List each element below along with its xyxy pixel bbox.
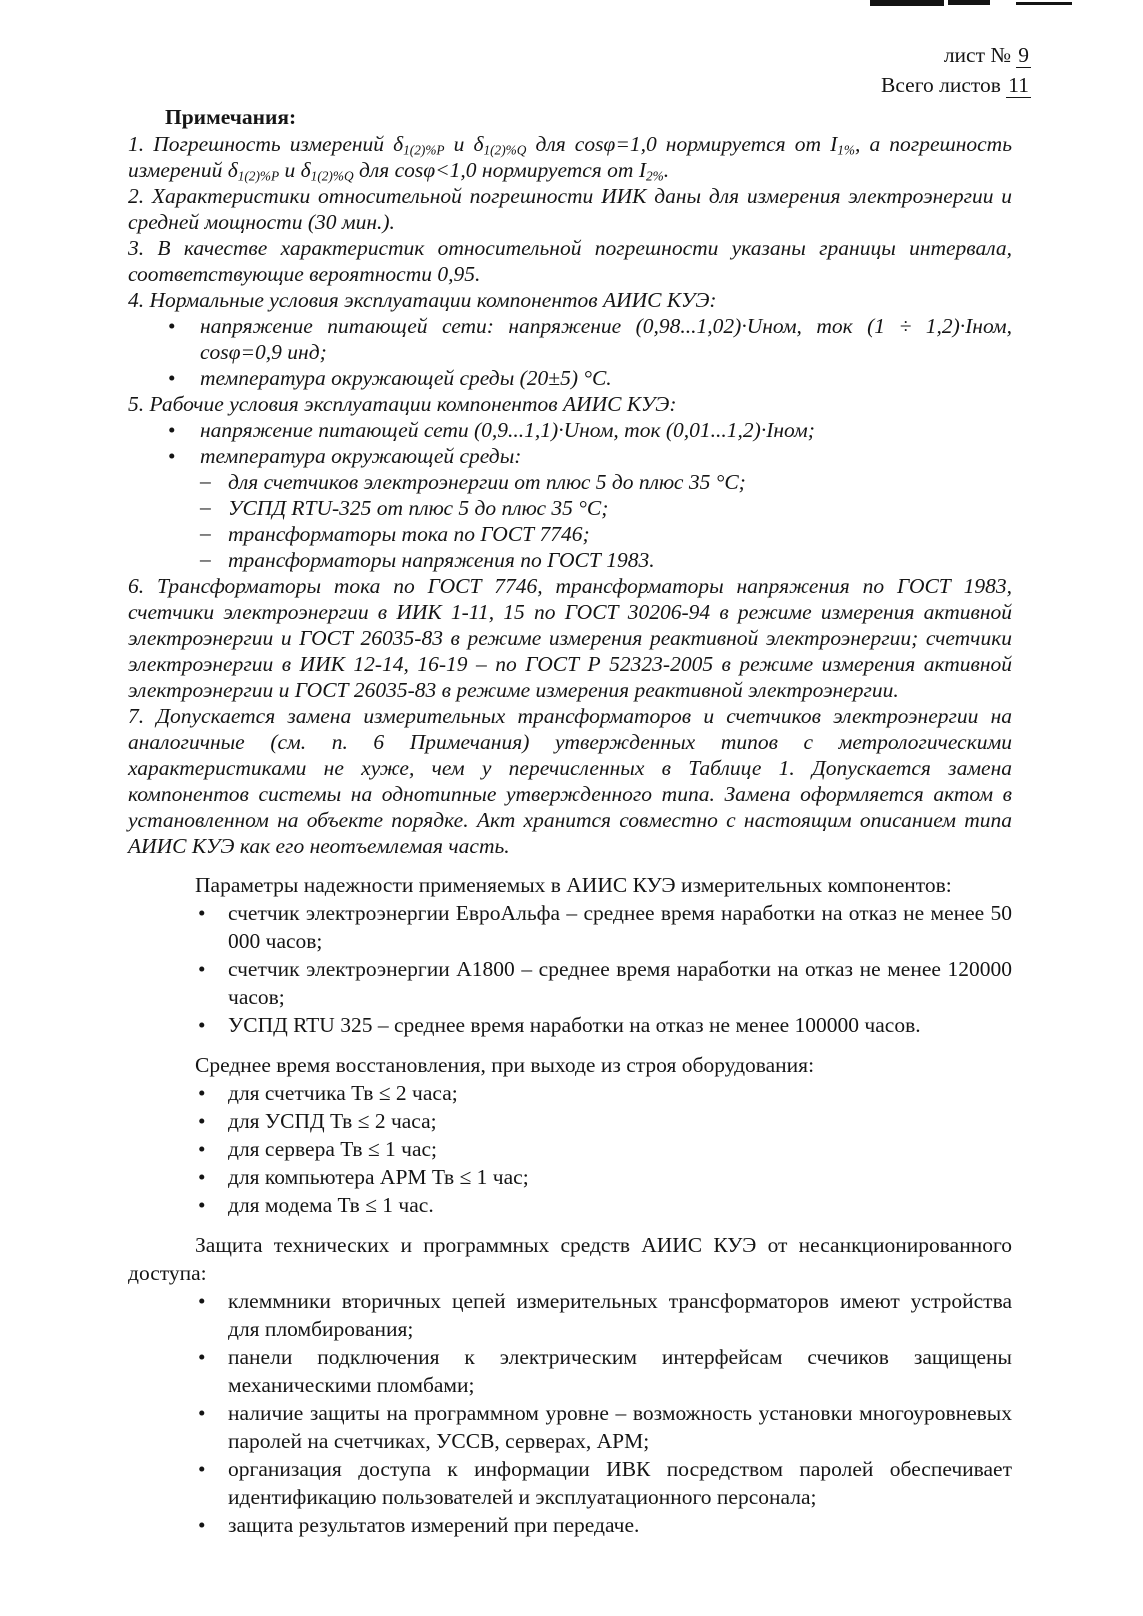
- scan-artifact: [870, 0, 944, 6]
- recovery-modem-text: для модема Тв ≤ 1 час.: [228, 1193, 434, 1217]
- protection-terminals-text: клеммники вторичных цепей измерительных трансформаторов имеют устройства для пломбирования;: [228, 1289, 1012, 1341]
- bullet-marker: •: [168, 366, 176, 390]
- notes-heading: [128, 104, 1012, 131]
- note-3-text: 3. В качестве характеристик относительной погрешности указаны границы интервала, соответствующие вероятности 0,95.: [128, 236, 1012, 286]
- temp-meters: [128, 469, 1012, 495]
- bullet-marker: •: [198, 1193, 206, 1217]
- note-6: [128, 573, 1012, 703]
- recovery-uspd-text: для УСПД Тв ≤ 2 часа;: [228, 1109, 437, 1133]
- temp-ct: [128, 521, 1012, 547]
- note-7: [128, 703, 1012, 859]
- note-4-bullet-voltage-text: напряжение питающей сети: напряжение (0,98...1,02)·Uном, ток (1 ÷ 1,2)·Iном, cosφ=0,9 инд;: [200, 314, 1012, 364]
- protection-panels: [128, 1343, 1012, 1399]
- note-1: [128, 131, 1012, 183]
- bullet-marker: •: [198, 1345, 206, 1369]
- temp-meters-text: для счетчиков электроэнергии от плюс 5 до плюс 35 °С;: [228, 470, 746, 494]
- temp-vt: [128, 547, 1012, 573]
- note-5-bullet-voltage: [128, 417, 1012, 443]
- note-4-bullet-temperature-text: температура окружающей среды (20±5) °С.: [200, 366, 612, 390]
- temp-vt-text: трансформаторы напряжения по ГОСТ 1983.: [228, 548, 655, 572]
- document-body: [128, 104, 1012, 1539]
- bullet-marker: •: [198, 901, 206, 925]
- dash-marker: –: [200, 521, 211, 545]
- note-5-bullet-temperature: [128, 443, 1012, 469]
- temp-uspd: [128, 495, 1012, 521]
- scan-artifact: [1016, 2, 1072, 5]
- sheet-label: лист №: [943, 43, 1017, 67]
- reliability-a1800-text: счетчик электроэнергии А1800 – среднее время наработки на отказ не менее 120000 часов;: [228, 957, 1012, 1009]
- dash-marker: –: [200, 495, 211, 519]
- dash-marker: –: [200, 547, 211, 571]
- total-sheets-line: [881, 70, 1031, 100]
- note-4: [128, 287, 1012, 313]
- total-sheets-label: Всего листов: [881, 73, 1007, 97]
- protection-intro-text: Защита технических и программных средств АИИС КУЭ от несанкционированного доступа:: [128, 1233, 1012, 1285]
- reliability-rtu325-text: УСПД RTU 325 – среднее время наработки на отказ не менее 100000 часов.: [228, 1013, 921, 1037]
- bullet-marker: •: [168, 314, 176, 338]
- scan-artifact: [948, 0, 990, 5]
- recovery-meter-text: для счетчика Тв ≤ 2 часа;: [228, 1081, 458, 1105]
- bullet-marker: •: [198, 957, 206, 981]
- note-5-bullet-voltage-text: напряжение питающей сети (0,9...1,1)·Uном, ток (0,01...1,2)·Iном;: [200, 418, 815, 442]
- recovery-uspd: [128, 1107, 1012, 1135]
- note-5: [128, 391, 1012, 417]
- temp-uspd-text: УСПД RTU-325 от плюс 5 до плюс 35 °С;: [228, 496, 609, 520]
- reliability-rtu325: [128, 1011, 1012, 1039]
- bullet-marker: •: [198, 1457, 206, 1481]
- recovery-intro: [128, 1051, 1012, 1079]
- protection-access: [128, 1455, 1012, 1511]
- sheet-number-line: [881, 40, 1031, 70]
- recovery-arm: [128, 1163, 1012, 1191]
- note-2: [128, 183, 1012, 235]
- recovery-server: [128, 1135, 1012, 1163]
- protection-software: [128, 1399, 1012, 1455]
- reliability-intro-text: Параметры надежности применяемых в АИИС КУЭ измерительных компонентов:: [195, 873, 952, 897]
- bullet-marker: •: [198, 1513, 206, 1537]
- note-4-bullet-temperature: [128, 365, 1012, 391]
- protection-transfer-text: защита результатов измерений при передаче.: [228, 1513, 640, 1537]
- protection-panels-text: панели подключения к электрическим интерфейсам счечиков защищены механическими пломбами;: [228, 1345, 1012, 1397]
- bullet-marker: •: [198, 1165, 206, 1189]
- note-4-text: 4. Нормальные условия эксплуатации компонентов АИИС КУЭ:: [128, 288, 717, 312]
- bullet-marker: •: [198, 1109, 206, 1133]
- note-3: [128, 235, 1012, 287]
- dash-marker: –: [200, 469, 211, 493]
- note-7-text: 7. Допускается замена измерительных трансформаторов и счетчиков электроэнергии на аналогичные (см. п. 6 Примечания) утвержденных типов с метрологическими характеристиками не хуже, чем у перечисленных в Таблице 1. Допускается замена компонентов системы на однотипные утвержденного типа. Замена оформляется актом в установленном на объекте порядке. Акт хранится совместно с настоящим описанием типа АИИС КУЭ как его неотъемлемая часть.: [128, 704, 1012, 858]
- note-2-text: 2. Характеристики относительной погрешности ИИК даны для измерения электроэнергии и средней мощности (30 мин.).: [128, 184, 1012, 234]
- protection-transfer: [128, 1511, 1012, 1539]
- protection-software-text: наличие защиты на программном уровне – возможность установки многоуровневых паролей на счетчиках, УССВ, серверах, АРМ;: [228, 1401, 1012, 1453]
- note-5-text: 5. Рабочие условия эксплуатации компонентов АИИС КУЭ:: [128, 392, 677, 416]
- protection-terminals: [128, 1287, 1012, 1343]
- temp-ct-text: трансформаторы тока по ГОСТ 7746;: [228, 522, 590, 546]
- reliability-a1800: [128, 955, 1012, 1011]
- notes-heading-text: Примечания:: [165, 105, 297, 129]
- bullet-marker: •: [198, 1137, 206, 1161]
- note-6-text: 6. Трансформаторы тока по ГОСТ 7746, трансформаторы напряжения по ГОСТ 1983, счетчики электроэнергии в ИИК 1-11, 15 по ГОСТ 30206-94 в режиме измерения активной электроэнергии и ГОСТ 26035-83 в режиме измерения реактивной электроэнергии; счетчики электроэнергии в ИИК 12-14, 16-19 – по ГОСТ Р 52323-2005 в режиме измерения активной электроэнергии и ГОСТ 26035-83 в режиме измерения реактивной электроэнергии.: [128, 574, 1012, 702]
- bullet-marker: •: [168, 444, 176, 468]
- reliability-euroalfa-text: счетчик электроэнергии ЕвроАльфа – среднее время наработки на отказ не менее 50 000 часов;: [228, 901, 1012, 953]
- bullet-marker: •: [198, 1013, 206, 1037]
- recovery-arm-text: для компьютера АРМ Тв ≤ 1 час;: [228, 1165, 529, 1189]
- bullet-marker: •: [198, 1081, 206, 1105]
- sheet-number: 9: [1018, 43, 1029, 67]
- bullet-marker: •: [198, 1289, 206, 1313]
- recovery-server-text: для сервера Тв ≤ 1 час;: [228, 1137, 438, 1161]
- recovery-intro-text: Среднее время восстановления, при выходе из строя оборудования:: [195, 1053, 815, 1077]
- reliability-intro: [128, 871, 1012, 899]
- bullet-marker: •: [168, 418, 176, 442]
- recovery-modem: [128, 1191, 1012, 1219]
- bullet-marker: •: [198, 1401, 206, 1425]
- protection-access-text: организация доступа к информации ИВК посредством паролей обеспечивает идентификацию пользователей и эксплуатационного персонала;: [228, 1457, 1012, 1509]
- recovery-meter: [128, 1079, 1012, 1107]
- note-5-bullet-temperature-text: температура окружающей среды:: [200, 444, 522, 468]
- reliability-euroalfa: [128, 899, 1012, 955]
- note-4-bullet-voltage: [128, 313, 1012, 365]
- page-header: [881, 40, 1031, 100]
- total-sheets-number: 11: [1008, 73, 1029, 97]
- protection-intro: [128, 1231, 1012, 1287]
- note-1-text: 1. Погрешность измерений $\delta_{1(2)\%P}$ и $\delta_{1(2)\%Q}$ для cosφ=1,0 нормируется от $I_{1\%}$, а погрешность измерений $\delta_{1(2)\%P}$ и $\delta_{1(2)\%Q}$ для cosφ<1,0 нормируется от $I_{2\%}$.: [128, 132, 1012, 184]
